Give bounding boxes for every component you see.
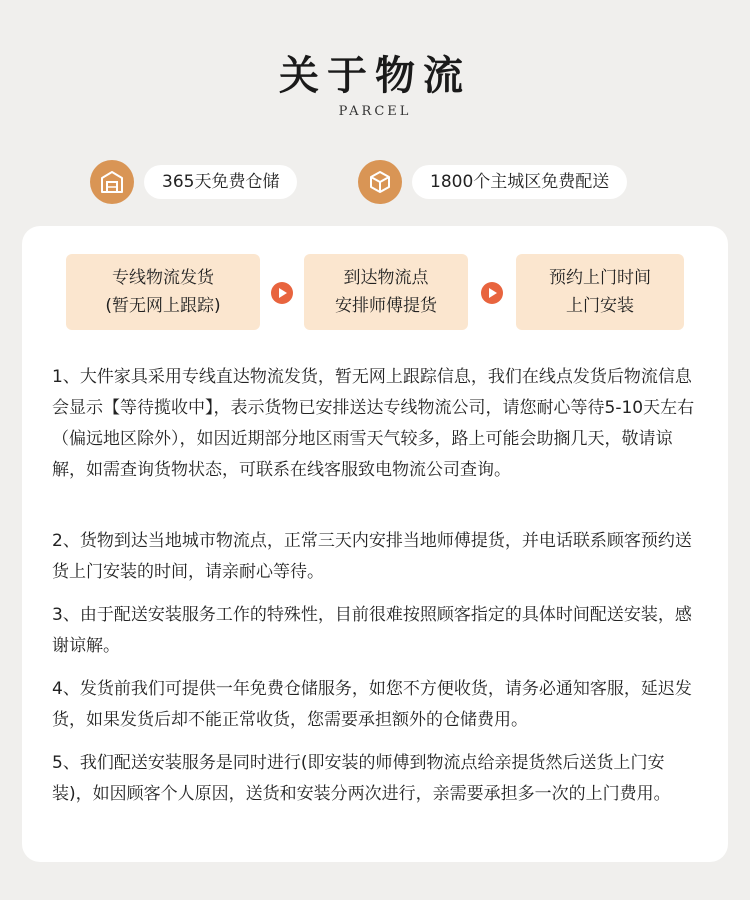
info-paragraph-5: 5、我们配送安装服务是同时进行(即安装的师傅到物流点给亲提货然后送货上门安装)，如因顾客个人原因，送货和安装分两次进行，亲需要承担多一次的上门费用。 — [52, 753, 671, 804]
step-ship — [66, 254, 260, 330]
step-line1: 到达物流点 — [343, 268, 429, 288]
feature-label: 365天免费仓储 — [144, 165, 297, 199]
delivery-package-icon — [358, 160, 402, 204]
step-line2: 安排师傅提货 — [335, 296, 437, 316]
step-line2: (暂无网上跟踪) — [105, 296, 221, 316]
info-paragraph-3: 3、由于配送安装服务工作的特殊性，目前很难按照顾客指定的具体时间配送安装，感谢谅解。 — [52, 605, 692, 656]
feature-label: 1800个主城区免费配送 — [412, 165, 627, 199]
arrow-right-icon — [481, 282, 503, 304]
info-paragraph-4: 4、发货前我们可提供一年免费仓储服务，如您不方便收货，请务必通知客服，延迟发货，如果发货后却不能正常收货，您需要承担额外的仓储费用。 — [52, 679, 692, 730]
step-line1: 预约上门时间 — [549, 268, 651, 288]
step-line2: 上门安装 — [566, 296, 634, 316]
logistics-info-card — [22, 226, 728, 862]
page-title: 关于物流 — [279, 53, 471, 99]
page-subtitle: PARCEL — [338, 104, 412, 119]
step-line1: 专线物流发货 — [112, 268, 214, 288]
step-arrive — [304, 254, 468, 330]
info-paragraph-1: 1、大件家具采用专线直达物流发货，暂无网上跟踪信息，我们在线点发货后物流信息会显示【等待揽收中】，表示货物已安排送达专线物流公司，请您耐心等待5-10天左右（偏远地区除外），如因近期部分地区雨雪天气较多，路上可能会助搁几天，敬请谅解，如需查询货物状态，可联系在线客服致电物流公司查询。 — [52, 367, 695, 480]
arrow-right-icon — [271, 282, 293, 304]
info-paragraph-2: 2、货物到达当地城市物流点，正常三天内安排当地师傅提货，并电话联系顾客预约送货上门安装的时间，请亲耐心等待。 — [52, 531, 692, 582]
step-install — [516, 254, 684, 330]
warehouse-box-icon — [90, 160, 134, 204]
